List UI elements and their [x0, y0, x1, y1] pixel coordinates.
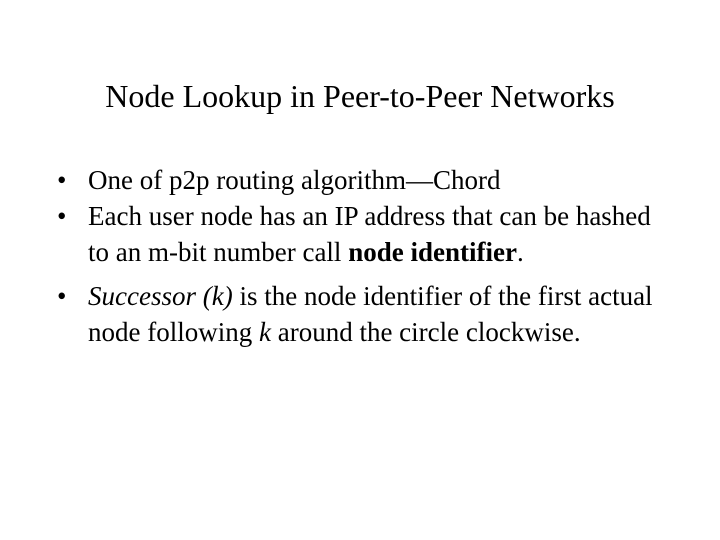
bullet-marker: • — [57, 281, 67, 311]
bullet-marker: • — [57, 165, 67, 195]
bullet-text-body: is the node identifier of the first actual node following — [88, 281, 653, 347]
italic-term-k: k — [258, 317, 271, 347]
bullet-item-chord — [57, 162, 677, 198]
bullet-text-body: Each user node has an IP address that can be hashed to an m-bit number call — [88, 201, 651, 267]
bullet-marker: • — [57, 201, 67, 231]
italic-term-successor: Successor (k) — [88, 281, 233, 311]
bullet-text — [88, 278, 677, 350]
bold-term-node-identifier: node identifier — [348, 237, 517, 267]
slide-title: Node Lookup in Peer-to-Peer Networks — [105, 78, 615, 114]
bullet-list — [57, 162, 677, 350]
bullet-text-body: One of p2p routing algorithm—Chord — [88, 165, 501, 195]
bullet-text-end: . — [516, 237, 524, 267]
bullet-text — [88, 162, 677, 198]
bullet-item-successor — [57, 278, 677, 350]
bullet-item-node-identifier — [57, 198, 677, 270]
bullet-text-end: around the circle clockwise. — [270, 317, 581, 347]
bullet-text — [88, 198, 677, 270]
